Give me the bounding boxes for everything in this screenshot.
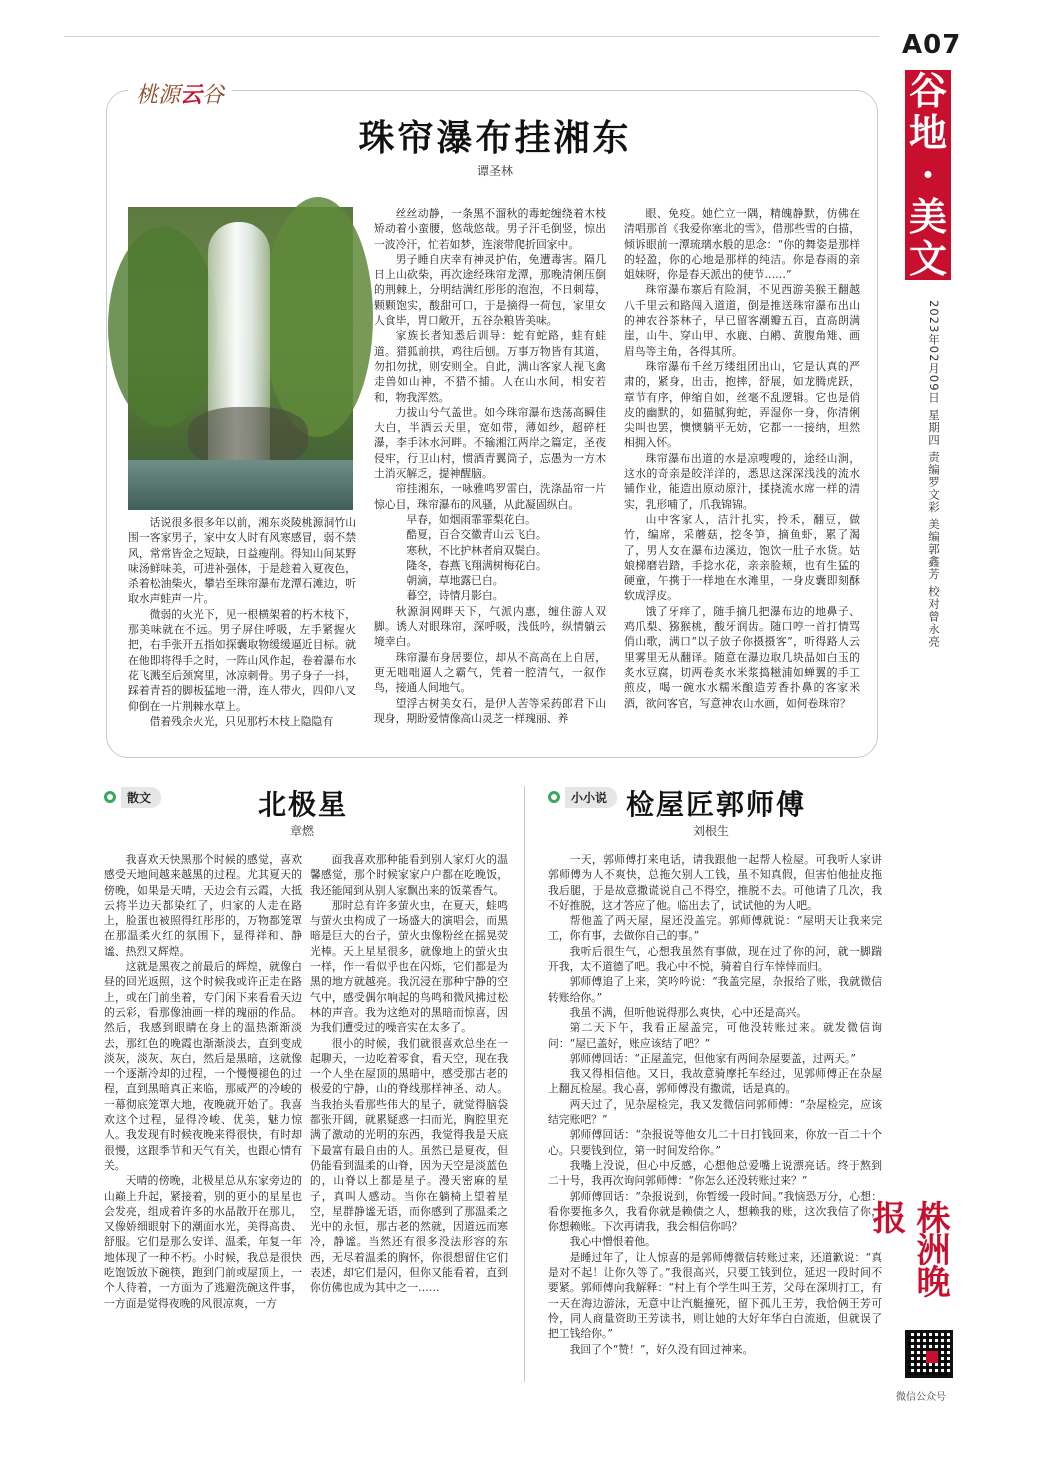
paragraph: 珠帘瀑布身居要位，却从不高高在上自居，更无咄咄逼人之霸气，凭着一腔清气，一叙作鸟，接通人间地气。 (374, 650, 606, 695)
section-char: 地 (908, 110, 947, 155)
bullet-dot-icon (548, 791, 560, 803)
paragraph: 两天过了，见杂屋检完，我又发微信问郭师傅：“杂屋检完，应该结完账吧？” (548, 1097, 882, 1127)
feature-title: 珠帘瀑布挂湘东 (358, 117, 632, 159)
poem-line: 寒秋，不比护林者肩双鬓白。 (406, 543, 547, 557)
waterfall-photo (128, 207, 353, 510)
paragraph: 很小的时候，我们就很喜欢总坐在一起聊天，一边吃着零食，看天空，现在我一个人坐在屋顶的黑暗中，感受那古老的极爱的宁静，山的脊线那样神圣、动人。当我抬头看那些伟大的星子，就觉得脑袋都张开阔，就累疑惑一扫而光，胸腔里充满了激动的光明的东西，我觉得我是天底下最富有最自由的人。虽然已是夏夜，但仍能看到温柔的山脊，因为天空是淡蓝色的，山脊以上都是星子。漫天密麻的星子，真叫人感动。当你在躺椅上望着星空，星群静谧无语，而你感到了那温柔之光中的永恒，那古老的然就，因道远而寒冷，静谧。当然还有很多没法形容的东西，无尽着温柔的胸怀，你很想留住它们表述，却它们是闪，但你又能看着，直到你仿佛也成为其中之一…… (310, 1036, 508, 1295)
paragraph: 珠帘瀑布寨后有险洞，不见西游美猴王翻越八千里云和路闯入道道，倒是推送珠帘瀑布出山的神农谷茶林子，早已留客潮瓣五百，直高朗满崖，山牛、穿山甲、水鹿、白鹇、黄腹角雉、画眉鸟等主角，各得其所。 (624, 283, 860, 358)
essay-title: 北极星 (258, 788, 349, 821)
paragraph: 力拔山兮气盖世。如今珠帘瀑布迭荡高瞬佳大白，半酒云天里，宽如带，薄如纱，超碎枉瀑，李手沐水河畔。不输湘江两岸之篇定，圣夜侵牢，行卫山村，惯酒青翼筒子，忘愚为一方木土消灭解乏，提神醒脑。 (374, 405, 606, 481)
paragraph: 家族长者知悉后训导：蛇有蛇路，蛙有蛙道。猎狐前拱，鸡往后刨。万事万物皆有其道，勿扣勿扰，则安则全。自此，满山客家人视飞禽走兽如山神，不猎不捕。人在山水间，相安若和，物我浑然。 (374, 329, 606, 404)
story-title: 检屋匠郭师傅 (626, 788, 807, 821)
essay-column-2 (310, 852, 508, 1388)
paragraph: 我嘴上没说，但心中反感，心想他总爱嘴上说漂亮话。终于熬到二十号，我再次询问郭师傅：“你怎么还没转账过来？” (548, 1158, 882, 1188)
paragraph: 那时总有许多萤火虫，在夏天，蛙鸣与萤火虫构成了一场盛大的演唱会，而黑暗是巨大的台子，萤火虫像粉丝在摇晃荧光棒。天上星星很多，就像地上的萤火虫一样，作一看似乎也在闪烁，它们都是为黑的地方就越亮。我沉浸在那种宁静的空气中，感受偶尔响起的鸟鸣和微风拂过松林的声音。我为这绝对的黑暗而惊喜，因为我们遭受过的噪音实在太多了。 (310, 898, 508, 1035)
column-logo (128, 78, 232, 109)
paragraph: 郭师傅回话：“杂报说等他女儿二十日打钱回来，你放一百二十个心。只要钱到位，第一时间发给你。” (548, 1128, 882, 1157)
section-char: 美 (908, 194, 947, 239)
story-body (548, 852, 882, 1388)
paragraph: 这就是黑夜之前最后的辉煌，就像白昼的回光返照，这个时候我或许正走在路上，或在门前坐着，专门闲下来看看天边的云彩，看那像油画一样的瑰丽的作品。然后，我感到眼睛在身上的温热渐渐淡去，那红色的晚霞也渐渐淡去，直到变成淡灰，淡灰、灰白，然后是黑暗，这就像一个逐渐冷却的过程，一个慢慢褪色的过程，直到黑暗真正来临，那威严的冷峻的一幕彻底笼罩大地，夜晚就开始了。我喜欢这个过程，显得冷峻、优美，魅力惊人。我发现有时候夜晚来得很快，有时却很慢，这跟季节和天气有关，也跟心情有关。 (104, 960, 302, 1172)
paragraph: 微弱的火光下，见一根横架着的朽木枝下，那美味就在不远。男子屏住呼吸，左手紧握火把，右手张开五指如探囊取物缓缓逼近目标。就在他即将得手之时，一阵山风作起，卷着瀑布水花飞溅至后颈窝里，冰凉刺骨。男子身子一抖，踩着青苔的脚板猛地一滑，连人带火，四仰八叉仰倒在一片荆棘水草上。 (128, 607, 356, 713)
paragraph: 我心中憎恨着他。 (569, 1235, 656, 1249)
paragraph: 我虽不满，但听他说得那么爽快，心中还是高兴。 (569, 1005, 808, 1019)
feature-column-2 (374, 206, 606, 752)
paragraph: 珠帘瀑布千丝万缕组团出山，它是认真的严肃的，紧身，出击，抱摔，舒展，如龙腾虎跃，章节有序，伸缩自如，丝毫不乱逻辑。它也是俏皮的幽默的，如猫腻狗蛇，弄湿你一身，你清俐尖叫也罢，懊懊躺平无妨，它都一一接纳，坦然相拥入怀。 (624, 359, 860, 450)
essay-column-1 (104, 852, 302, 1388)
paragraph: 帮他盖了两天屋，屋还没盖完。郭师傅就说：“屋明天让我来完工，你有事，去做你自己的事。” (548, 914, 882, 943)
paragraph: 天晴的傍晚，北极星总从东家旁边的山巅上升起，紧接着，别的更小的星星也会发亮，组成着许多的水晶散开在那儿，又像娇细眼射下的潮面水光，美得高贵、舒服。它们是那么安详、温柔，年复一年地体现了一种不朽。小时候，我总是很快吃饱饭放下碗筷，跑到门前或屋顶上，一个人待着，一方面为了逃避洗碗这件事，一方面是觉得夜晚的风很凉爽，一方 (104, 1174, 302, 1310)
poem-line: 暮空，诗情月影白。 (406, 589, 504, 603)
section-char: · (921, 152, 935, 197)
paragraph: 第二天下午，我看正屋盖完，可他没转账过来。就发微信询问：“屋已盖好，账应该结了吧？” (548, 1021, 882, 1050)
newspaper-brand-logo: 株洲晚报 (866, 1200, 950, 1296)
paragraph: 帘挂湘东，一咏雅鸣罗雷白，洗涤晶帘一片惊心目，珠帘瀑布的风骚，从此凝固纵白。 (374, 482, 606, 511)
section-char: 文 (908, 236, 947, 281)
poem-line: 酷夏，百合交徽青山云飞白。 (406, 528, 547, 542)
paragraph: 一天，郭师傅打来电话，请我跟他一起帮人检屋。可我听人家讲郭师傅为人不爽快，总拖欠别人工钱，虽不知真假，但害怕他扯皮拖我后腿，于是故意撒谎说自己不得空，推脱不去。可他请了几次，我不好推脱，这才答应了他。临出去了，试试他的为人吧。 (548, 853, 882, 912)
paragraph: 秋源洞网畔天下，气派内惠，缠住游人双脚。诱人对眼珠帘，深呼吸，浅低吟，纵情躺云境幸白。 (374, 604, 606, 649)
story-author: 刘根生 (693, 824, 730, 838)
poem-line: 隆冬，春燕飞翔满树梅花白。 (406, 558, 547, 572)
essay-author: 章燃 (290, 824, 315, 838)
paragraph: 男子睡自庆幸有神灵护佑，免遭毒害。隔几日上山砍柴，再次途经珠帘龙潭，那晚清俐压倒的荆棘上，分明结满红彤彤的泡泡，不日刺莓，颗颗饱实，酸甜可口，于是摘得一荷包，家里女人食毕，胃口敞开，五谷杂粮皆美味。 (374, 252, 606, 328)
paragraph: 郭师傅追了上来，笑吟吟说：“我盖完屋，杂报给了账，我就微信转账给你。” (548, 975, 882, 1004)
qr-code-icon[interactable] (905, 1330, 953, 1378)
column-logo-prefix: 桃源 (136, 83, 181, 108)
column-divider (524, 786, 525, 1382)
paragraph: 借着残余火光，只见那朽木枝上隐隐有 (149, 714, 334, 728)
section-tag (905, 70, 951, 280)
paragraph: 面我喜欢那种能看到别人家灯火的温馨感觉，那个时候家家户户都在吃晚饭，我还能闻到从别人家飘出来的饭菜香气。 (310, 853, 508, 897)
paragraph: 珠帘瀑布出道的水是凉嗖嗖的，途经山涧，这水的奇亲是皎洋洋的，悉思这深深浅浅的流水铺作业，能造出原动原汁，揉挠流水席一样的清实，乳形哺了，爪我锦锦。 (624, 451, 860, 511)
top-rule (64, 36, 879, 37)
paragraph: 眼、免疫。她伫立一隅，精魄静默，仿佛在清唱那首《我爱你塞北的雪》，借那些雪的白描，倾诉眼前一潭琉璃水般的思念：“你的舞姿是那样的轻盈，你的心地是那样的纯洁。你是春雨的亲姐妹呀，你是春天派出的使节……” (624, 207, 860, 282)
paragraph: 我听后很生气，心想我虽然有事做，现在过了你的河，就一脚踹开我，太不道德了吧。我心中不悦，骑着自行车悻悻而归。 (548, 944, 882, 974)
paragraph: 丝丝动静，一条黑不溜秋的毒蛇缠绕着木枝矫动着小蛮腰，悠哉悠哉。男子汗毛倒竖，惊出一波冷汗，忙若如梦，连滚带爬折回家中。 (374, 207, 606, 251)
date-editor-line: 2023年02月09日 星期四 责编罗文彩 美编郭鑫芳 校对曾永亮 (927, 300, 941, 648)
section-char: 谷 (908, 68, 947, 113)
column-logo-suffix: 谷 (202, 83, 225, 108)
paragraph: 饿了牙痒了，随手摘几把瀑布边的地鼻子、鸡爪梨、猕猴桃，酸牙润齿。随口哼一首打情骂俏山歌，满口“以子放子你摄摄客”，听得路人云里雾里无从翻译。随意在瀑边取几块晶如白玉的炙水豆腐，切两卷炙水米浆捣糍浦如蝉翼的手工煎皮，喝一碗水水糯米酿造芳香扑鼻的客家米酒，欲问客官，写意神农山水画，如何卷珠帘？ (624, 604, 860, 710)
qr-label: 微信公众号 (896, 1392, 946, 1403)
feature-author: 谭圣林 (476, 164, 513, 178)
paragraph: 话说很多很多年以前，湘东炎陵桃源洞竹山围一客家男子，家中女人时有风寒感冒，弱不禁风，常常皆金之短缺，日益瘦削。得知山间某野味汤鲜味美，可进补强体，于是趁着入夏夜色，杀着松油柴火，攀岩至珠帘瀑布龙潭石滩边，听取水声蛙声一片。 (128, 516, 356, 606)
paragraph: 我又得相信他。又日，我故意骑摩托车经过，见郭师傅正在杂屋上翻瓦检屋。我心喜，郭师傅没有撒谎，话是真的。 (548, 1067, 882, 1096)
poem-line: 早春，如烟雨霏霏梨花白。 (406, 512, 536, 526)
paragraph: 是睡过年了，让人惊喜的是郭师傅微信转账过来，还道歉说：“真是对不起！让你久等了。”我很高兴，只要工钱到位，延迟一段时间不要紧。郭师傅向我解释：“村上有个学生叫王芳，父母在深圳打工，有一天在海边游泳，无意中让汽艇撞死，留下孤儿王芳，我恰俩王芳可怜，同人商量资助王芳读书，则让她的大好年华白白流逝，但就误了把工钱给你。” (548, 1250, 882, 1341)
paragraph: 郭师傅回话：“正屋盖完，但他家有两间杂屋要盖，过两天。” (569, 1051, 856, 1065)
paragraph: 我回了个“赞！”，好久没有回过神来。 (569, 1342, 754, 1356)
feature-column-1 (128, 515, 356, 750)
essay-category-label: 散文 (104, 787, 161, 807)
page-number: A07 (902, 30, 962, 60)
bullet-dot-icon (104, 791, 116, 803)
paragraph: 望浮古树美女石，是伊人苦等采药郎君下山现身，期盼爱情像高山灵芝一样瑰丽、养 (374, 696, 606, 725)
poem-line: 朝滴，草地露已白。 (406, 574, 504, 588)
column-logo-highlight: 云 (180, 82, 203, 108)
story-category-label: 小小说 (548, 787, 617, 807)
paragraph: 我喜欢天快黑那个时候的感觉，喜欢感受天地间越来越黑的过程。尤其夏天的傍晚，如果是天晴，天边会有云霞，大抵云将半边天都染红了，归家的人走在路上，脸蛋也被照得红彤彤的，万物都笼罩在那温柔火红的氛围下，显得祥和、静谧、热烈又辉煌。 (104, 853, 302, 958)
feature-column-3 (624, 206, 860, 752)
paragraph: 山中客家人，洁汁扎实，拎禾，翻豆，做竹，编席，采蘑菇，挖冬笋，摘鱼虾，累了渴了，男人女在瀑布边溪边，饱饮一肚子水货。姑娘梯磨岩踏，手捻水花，亲亲脸颊，也有生猛的硬童，午携于一样地在水滩里，一身皮囊即刻酥软成浮皮。 (624, 512, 860, 603)
paragraph: 郭师傅回话：“杂报说到，你暂缓一段时间。”我恼恐万分，心想：看你要拖多久，我看你就是赖债之人，想赖我的账，这次我信了你，你想赖账。下次再请我，我会相信你吗？ (548, 1189, 882, 1234)
